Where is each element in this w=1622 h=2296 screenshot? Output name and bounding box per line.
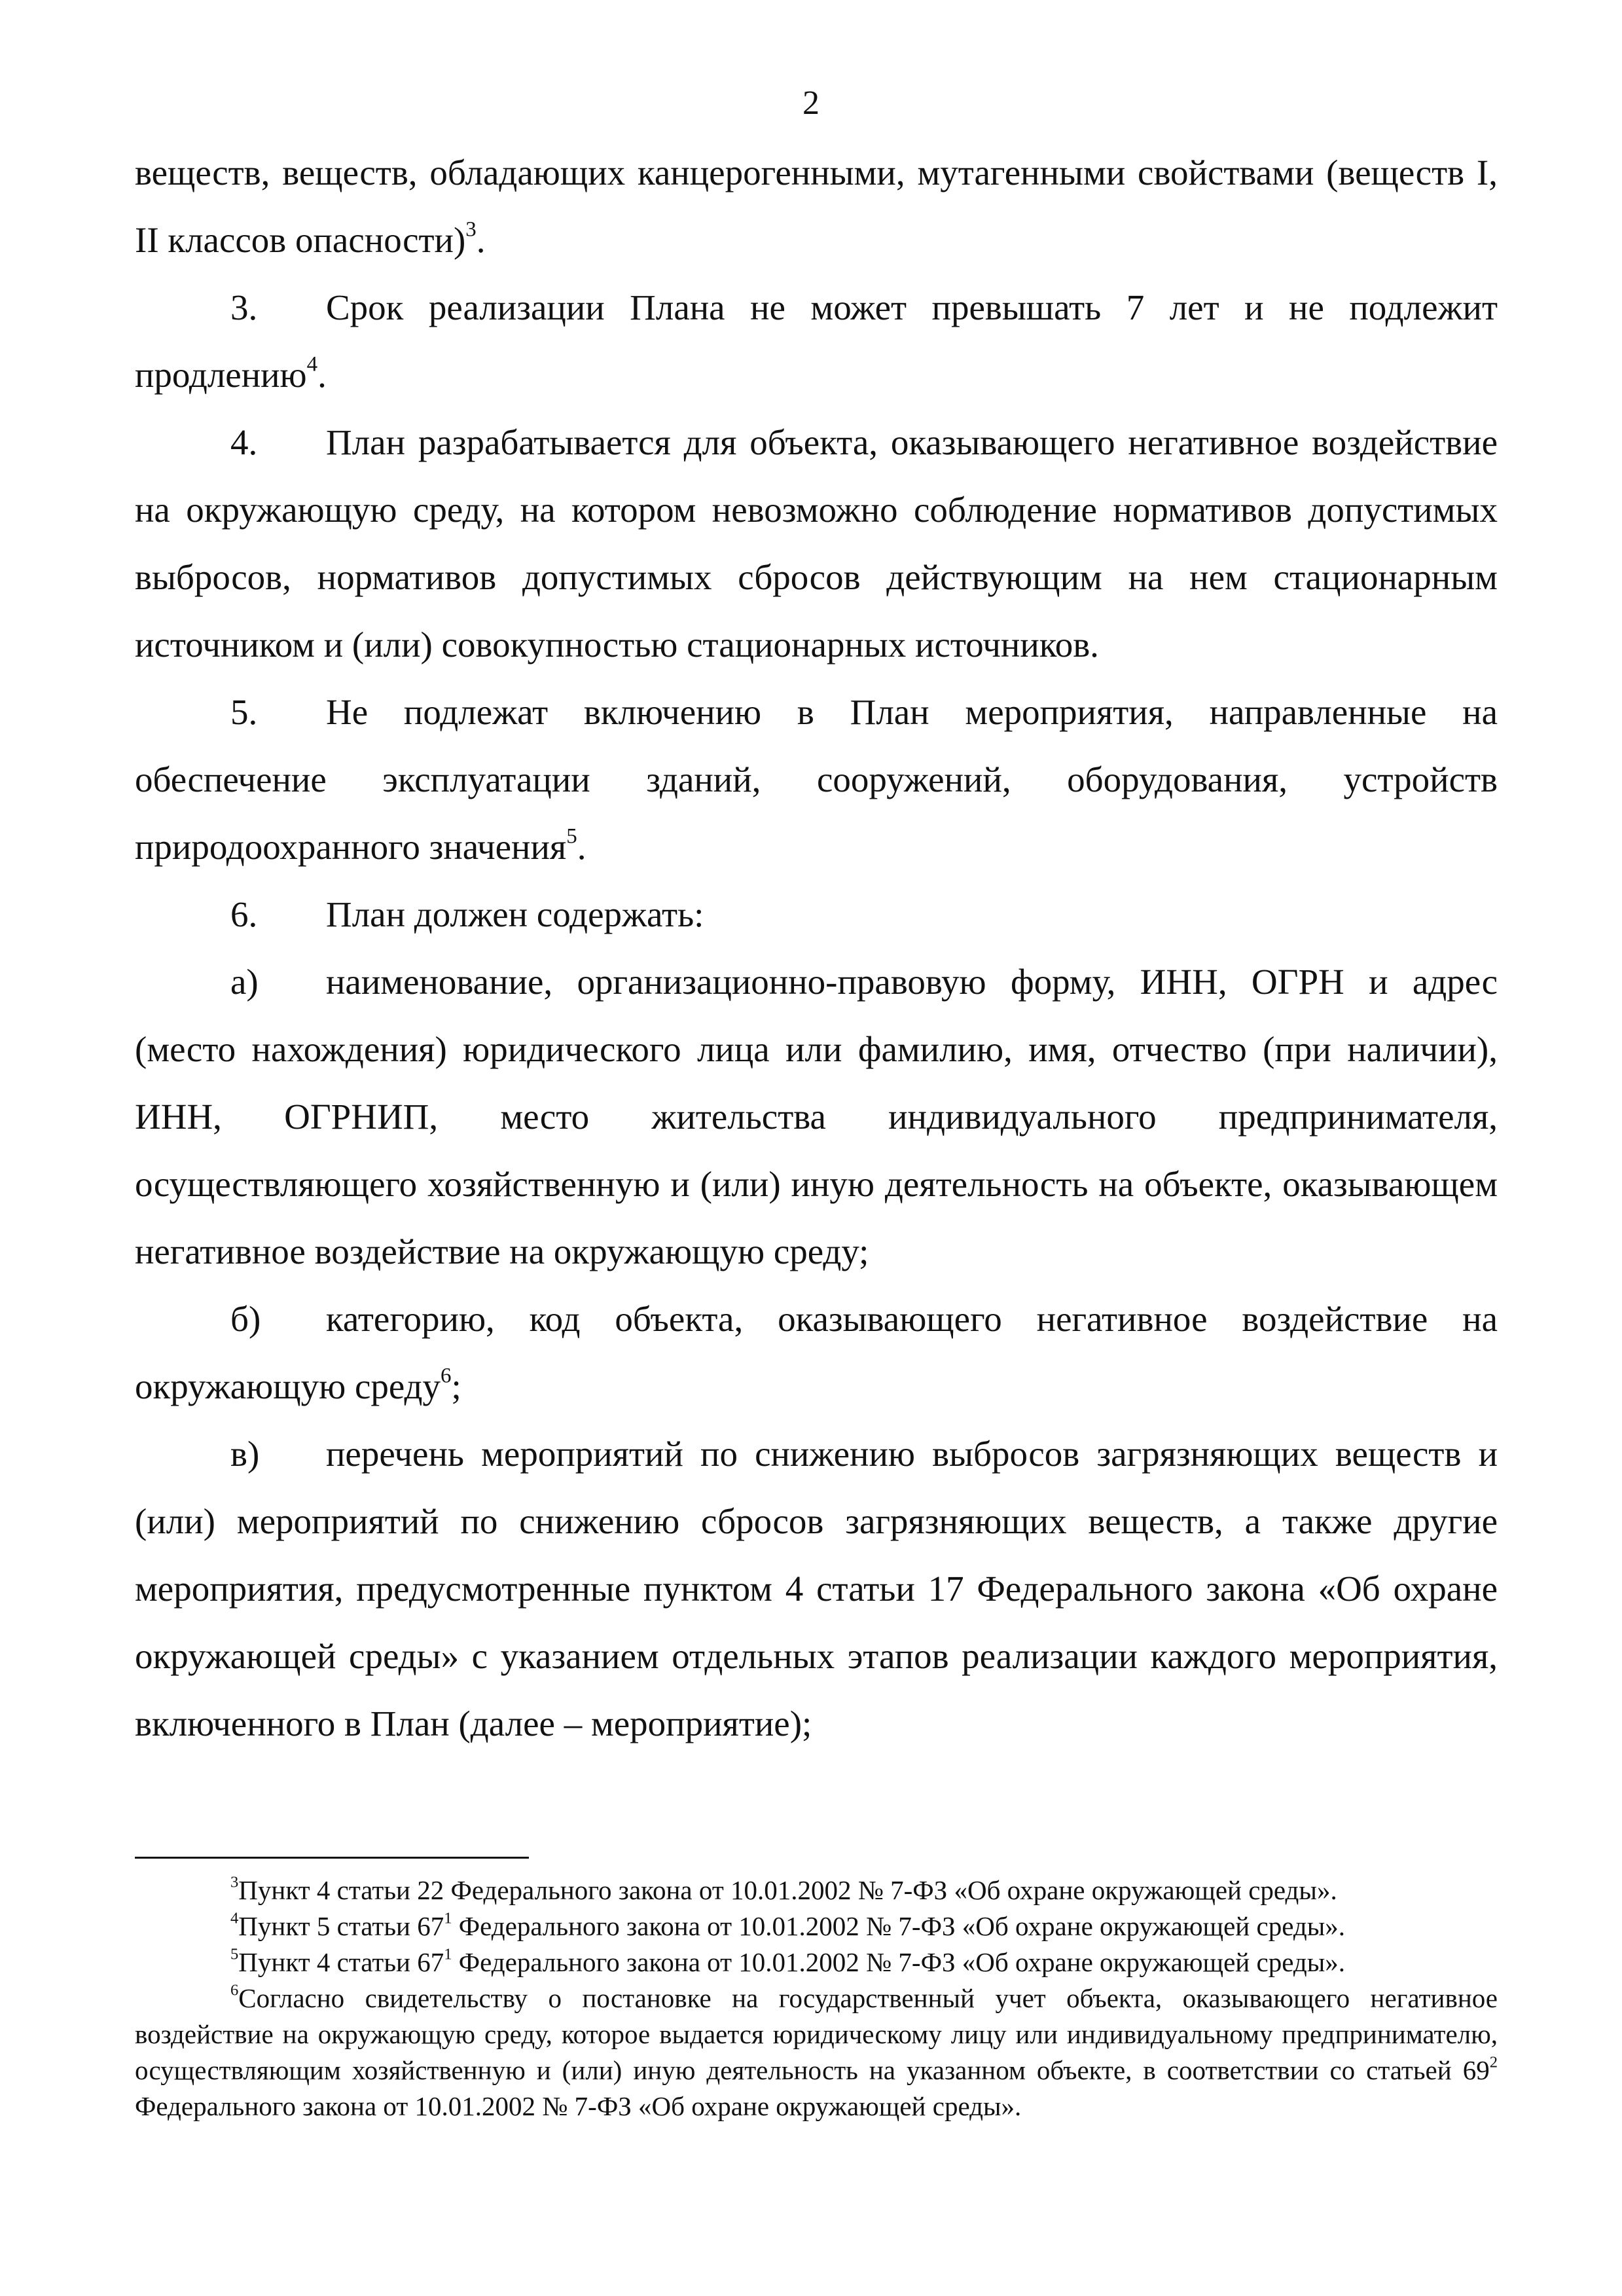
footnote-text: Пункт 4 статьи 22 Федерального закона от 10.01.2002 № 7-ФЗ «Об охране окружающей среды». [238,1875,1337,1905]
paragraph-number: 3. [230,287,258,327]
paragraph-text: Срок реализации Плана не может превышать 7 лет и не подлежит продлению [135,287,1498,395]
subparagraph-letter: а) [230,962,259,1002]
subparagraph-a [135,948,1498,1285]
paragraph-text-end: ; [451,1366,461,1406]
footnote-separator [135,1857,529,1859]
footnote-mark: 3 [230,1873,239,1891]
superscript-index: 2 [1489,2053,1498,2071]
footnote-text-end: Федерального закона от 10.01.2002 № 7-ФЗ «Об охране окружающей среды». [135,2091,1022,2121]
paragraph-text: наименование, организационно-правовую форму, ИНН, ОГРН и адрес (место нахождения) юридического лица или фамилию, имя, отчество (при наличии), ИНН, ОГРНИП, место жительства индивидуального предпринимателя, осуществляющего хозяйственную и (или) иную деятельность на объекте, оказывающем негативное воздействие на окружающую среду; [135,962,1498,1271]
paragraph-text: категорию, код объекта, оказывающего негативное воздействие на окружающую среду [135,1299,1498,1406]
paragraph-5 [135,678,1498,881]
footnote-ref: 6 [441,1364,452,1388]
paragraph-text: План должен содержать: [326,894,704,934]
superscript-index: 1 [444,1909,452,1927]
paragraph-number: 4. [230,422,258,462]
paragraph-text-end: . [577,827,586,867]
footnote-text: Пункт 5 статьи 67 [238,1911,444,1941]
footnote-text-end: Федерального закона от 10.01.2002 № 7-ФЗ «Об охране окружающей среды». [452,1911,1346,1941]
footnote-mark: 4 [230,1909,239,1927]
paragraph-6 [135,881,1498,948]
superscript-index: 1 [444,1945,452,1963]
paragraph-number: 5. [230,692,258,732]
subparagraph-b [135,1285,1498,1420]
footnote-5 [135,1944,1498,1980]
paragraph-text: перечень мероприятий по снижению выбросов загрязняющих веществ и (или) мероприятий по снижению сбросов загрязняющих веществ, а также другие мероприятия, предусмотренные пунктом 4 статьи 17 Федерального закона «Об охране окружающей среды» с указанием отдельных этапов реализации каждого мероприятия, включенного в План (далее – мероприятие); [135,1434,1498,1743]
footnote-3 [135,1872,1498,1908]
footnote-6 [135,1980,1498,2124]
paragraph-number: 6. [230,894,258,934]
footnote-ref: 5 [566,824,577,848]
paragraph-text: веществ, веществ, обладающих канцерогенными, мутагенными свойствами (веществ I, II классов опасности) [135,153,1498,260]
subparagraph-v [135,1420,1498,1757]
footnote-text-end: Федерального закона от 10.01.2002 № 7-ФЗ «Об охране окружающей среды». [452,1947,1346,1977]
footnote-mark: 5 [230,1945,239,1963]
paragraph-3 [135,274,1498,409]
paragraph-text: Не подлежат включению в План мероприятия, направленные на обеспечение эксплуатации зданий, сооружений, оборудования, устройств природоохранного значения [135,692,1498,867]
subparagraph-letter: б) [230,1299,261,1339]
paragraph-text: План разрабатывается для объекта, оказывающего негативное воздействие на окружающую среду, на котором невозможно соблюдение нормативов допустимых выбросов, нормативов допустимых сбросов действующим на нем стационарным источником и (или) совокупностью стационарных источников. [135,422,1498,665]
page-number: 2 [802,84,820,122]
footnotes [135,1872,1498,2124]
footnote-text: Согласно свидетельству о постановке на государственный учет объекта, оказывающего негативное воздействие на окружающую среду, которое выдается юридическому лицу или индивидуальному предпринимателю, осуществляющим хозяйственную и (или) иную деятельность на указанном объекте, в соответствии со статьей 69 [135,1983,1498,2085]
document-body [135,139,1498,1757]
footnote-ref: 3 [465,217,477,242]
footnote-text: Пункт 4 статьи 67 [238,1947,444,1977]
footnote-mark: 6 [230,1981,239,1999]
subparagraph-letter: в) [230,1434,260,1474]
footnote-4 [135,1908,1498,1944]
paragraph-text-end: . [476,220,486,260]
paragraph-text-end: . [317,355,327,395]
paragraph-4 [135,409,1498,678]
footnote-ref: 4 [306,352,318,376]
paragraph-continuation [135,139,1498,274]
